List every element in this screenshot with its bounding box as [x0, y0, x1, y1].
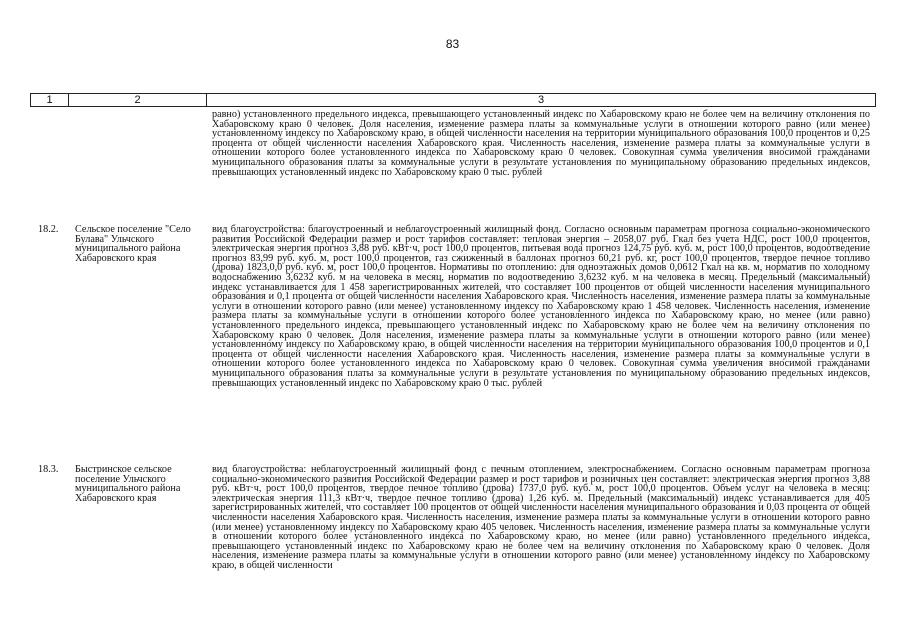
table-header-row: [30, 93, 876, 107]
page-number: 83: [445, 37, 460, 51]
column-header-3: 3: [537, 94, 545, 106]
continuation-text: равно) установленного предельного индекса, превышающего установленный индекс по Хабаровскому краю не более чем на величину отклонения по Хабаровскому краю 0 человек. Доля населения, изменение размера платы за коммунальные услуги в отношении которого равно (или менее) установленному индексу по Хабаровскому краю, в общей численности населения на территории муниципального образования 100,0 процентов и 0,25 процента от общей численности населения Хабаровского края. Численность населения, изменение размера платы за коммунальные услуги в отношении которого более установленного индекса по Хабаровскому краю 0 человек. Совокупная сумма увеличения вносимой гражданами муниципального образования платы за коммунальные услуги в результате установления по муниципальному образованию предельных индексов, превышающих установленный индекс по Хабаровскому краю 0 тыс. рублей: [212, 109, 870, 178]
row-name-18-3: Быстринское сельское поселение Ульчского муниципального района Хабаровского края: [75, 464, 181, 504]
column-header-2: 2: [69, 94, 207, 106]
row-number-18-2: 18.2.: [38, 224, 59, 235]
row-text-18-2: вид благоустройства: благоустроенный и неблагоустроенный жилищный фонд. Согласно основным параметрам прогноза социально-экономического развития Российской Федерации размер и рост тарифов составляет: тепловая энергия – 2058,07 руб. Гкал без учета НДС, рост 100,0 процентов, электрическая энергия прогноз 3,88 руб. кВт·ч, рост 100,0 процентов, питьевая вода прогноз 124,75 руб. куб. м, рост 100,0 процентов, водоотведение прогноз 83,99 руб. куб. м, рост 100,0 процентов, газ сжиженный в баллонах прогноз 60,21 руб. кг, рост 100,0 процентов, твердое печное топливо (дрова) 1823,0,0 руб. куб. м, рост 100,0 процентов. Нормативы по отоплению: для одноэтажных домов 0,0612 Гкал на кв. м, норматив по холодному водоснабжению 3,6232 куб. м на человека в месяц, норматив по водоотведению 3,6232 куб. м на человека в месяц. Предельный (максимальный) индекс устанавливается для 1 458 зарегистрированных жителей, что составляет 100 процентов от общей численности населения муниципального образования и 0,1 процента от общей численности населения Хабаровского края. Численность населения, изменение размера платы за коммунальные услуги в отношении которого равно (или менее) установленному индексу по Хабаровскому краю 1 458 человек. Численность населения, изменение размера платы за коммунальные услуги в отношении которого более установленного индекса по Хабаровскому краю, но менее (или равно) установленного предельного индекса, превышающего установленный индекс по Хабаровскому краю не более чем на величину отклонения по Хабаровскому краю 0 человек. Доля населения, изменение размера платы за коммунальные услуги в отношении которого равно (или менее) установленному индексу по Хабаровскому краю, в общей численности населения на территории муниципального образования 100,0 процентов и 0,1 процента от общей численности населения Хабаровского края. Численность населения, изменение размера платы за коммунальные услуги в отношении которого более установленного индекса по Хабаровскому краю 0 человек. Совокупная сумма увеличения вносимой гражданами муниципального образования платы за коммунальные услуги в результате установления по муниципальному образованию предельных индексов, превышающих установленный индекс по Хабаровскому краю 0 тыс. рублей: [212, 224, 870, 389]
column-header-1: 1: [31, 94, 69, 106]
row-number-18-3: 18.3.: [38, 464, 59, 475]
row-name-18-2: Сельское поселение "Село Булава" Ульчского муниципального района Хабаровского края: [75, 224, 191, 264]
row-text-18-3: вид благоустройства: неблагоустроенный жилищный фонд с печным отоплением, электроснабжением. Согласно основным параметрам прогноза социально-экономического развития Российской Федерации размер и рост тарифов и розничных цен составляет: электрическая энергия прогноз 3,88 руб. кВт·ч, рост 100,0 процентов, твердое печное топливо (дрова) 1737,0 руб. куб. м, рост 100,0 процентов. Объем услуг на человека в месяц: электрическая энергия 111,3 кВт·ч, твердое печное топливо (дрова) 1,26 куб. м. Предельный (максимальный) индекс устанавливается для 405 зарегистрированных жителей, что составляет 100 процентов от общей численности населения муниципального образования и 0,03 процента от общей численности населения Хабаровского края. Численность населения, изменение размера платы за коммунальные услуги в отношении которого равно (или менее) установленному индексу по Хабаровскому краю 405 человек. Численность населения, изменение размера платы за коммунальные услуги в отношении которого более установленного индекса по Хабаровскому краю, но менее (или равно) установленного предельного индекса, превышающего установленный индекс по Хабаровскому краю не более чем на величину отклонения по Хабаровскому краю 0 человек. Доля населения, изменение размера платы за коммунальные услуги в отношении которого равно (или менее) установленному индексу по Хабаровскому краю, в общей численности: [212, 464, 870, 571]
